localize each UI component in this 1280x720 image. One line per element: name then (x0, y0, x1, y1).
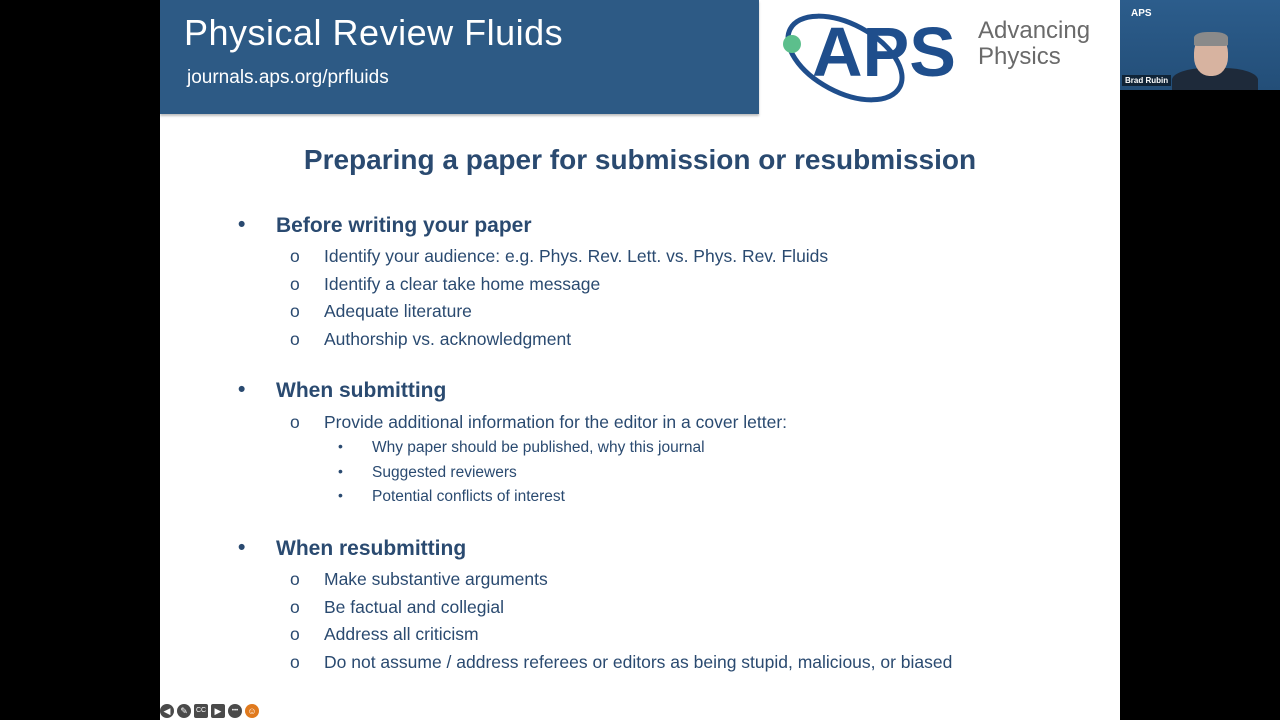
pen-icon[interactable]: ✎ (177, 704, 191, 718)
speaker-video-thumbnail[interactable] (1120, 0, 1280, 90)
mini-aps-logo: APS (1131, 8, 1152, 19)
aps-logo-text: APS (812, 13, 956, 91)
more-icon[interactable]: ••• (228, 704, 242, 718)
back-icon[interactable]: ◀ (160, 704, 174, 718)
speaker-hair (1194, 32, 1228, 46)
captions-icon[interactable]: CC (194, 704, 208, 718)
presentation-slide: Physical Review Fluids journals.aps.org/prfluids APS Advancing Physics Preparing a paper for submission or resubmission • Before writing your paper o Identify your audience: e.g. Phys. Rev. Lett. vs. Phys. Rev. Fluids o Identify a clear take home message o Adequate literature o Authorship vs. acknowledgment • When submitting o Provide additional information for the editor in a cover letter: • Why paper should be published, why this journal • Suggested reviewers • Potential conflicts of interest • When resubmitting o Make substantive arguments o Be factual and collegial o Address all criticism o Do not assume / address referees or editors as being stupid, malicious, or biased (160, 0, 1120, 720)
tagline-line1: Advancing (978, 17, 1091, 44)
journal-title: Physical Review Fluids (184, 12, 564, 53)
speaker-name-tag: Brad Rubin (1122, 75, 1171, 86)
journal-url: journals.aps.org/prfluids (187, 67, 389, 88)
aps-tagline (978, 18, 1090, 70)
bullet: • (238, 213, 246, 236)
presentation-toolbar (160, 703, 259, 719)
journal-banner (160, 0, 759, 114)
tagline-line2: Physics (978, 43, 1061, 70)
slide-title: Preparing a paper for submission or resubmission (303, 144, 977, 175)
video-off-icon[interactable]: ▶ (211, 704, 225, 718)
bullet: • (238, 378, 246, 401)
bullet: • (238, 536, 246, 559)
reaction-icon[interactable]: ☺ (245, 704, 259, 718)
